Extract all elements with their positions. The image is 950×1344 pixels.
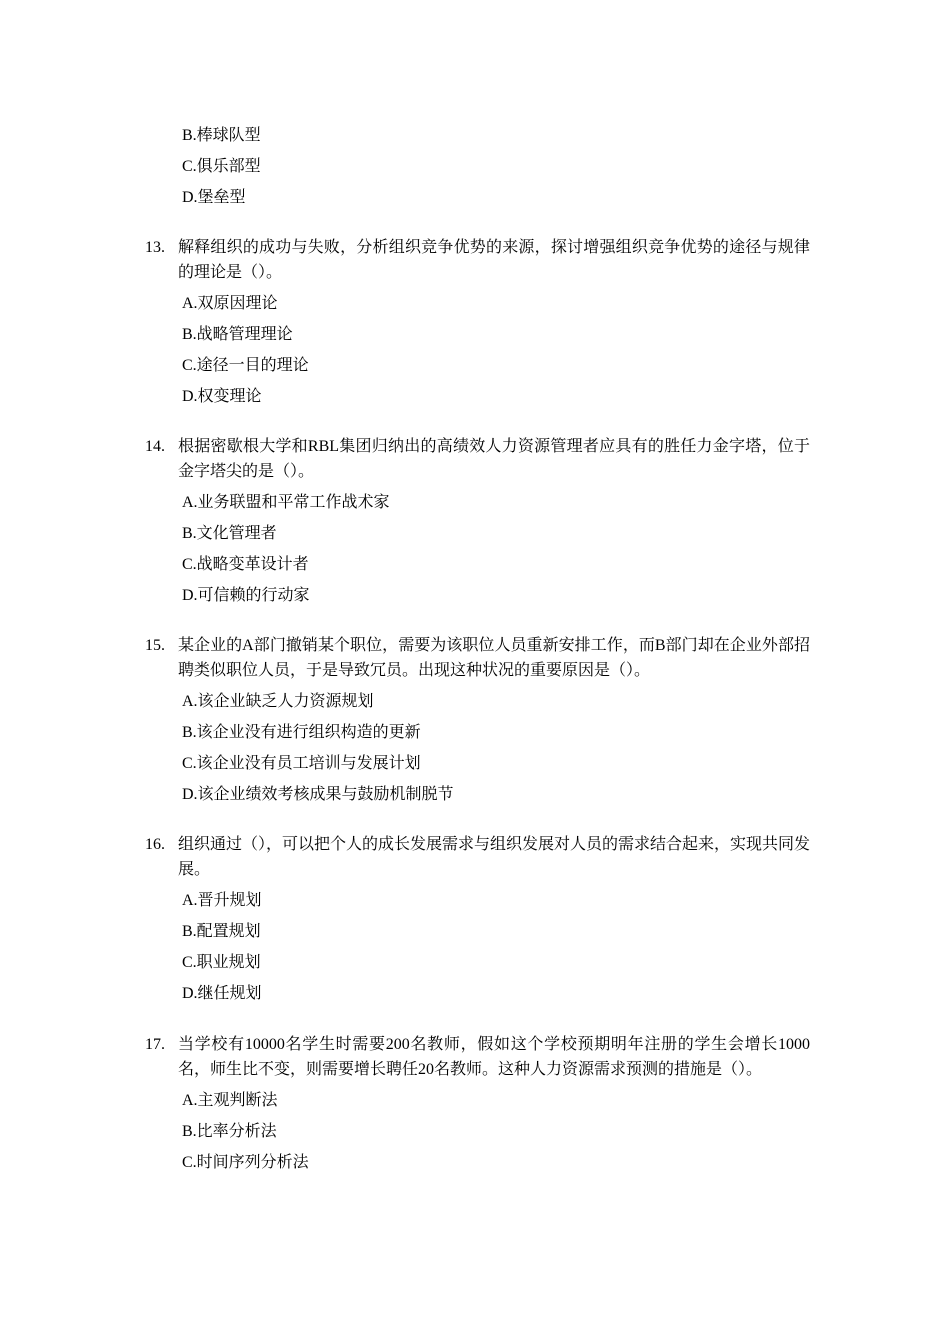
question-number: 17. [145,1036,165,1053]
question-number: 15. [145,637,165,654]
option-d: D.可信赖的行动家 [182,587,310,604]
question-text: 当学校有10000名学生时需要200名教师，假如这个学校预期明年注册的学生会增长1000名，师生比不变，则需要增长聘任20名教师。这种人力资源需求预测的措施是（）。 [178,1036,810,1078]
option-b: B.比率分析法 [182,1123,277,1140]
question-text: 某企业的A部门撤销某个职位，需要为该职位人员重新安排工作，而B部门却在企业外部招聘类似职位人员，于是导致冗员。出现这种状况的重要原因是（）。 [178,637,810,679]
question-16 [145,832,810,1013]
option-b: B.棒球队型 [182,127,261,144]
question-17 [145,1032,810,1182]
question-number: 14. [145,438,165,455]
option-c: C.职业规划 [182,954,261,971]
option-b: B.配置规划 [182,923,261,940]
option-c: C.途径一目的理论 [182,357,309,374]
option-b: B.战略管理理论 [182,326,293,343]
option-a: A.双原因理论 [182,295,278,312]
option-b: B.文化管理者 [182,525,277,542]
question-text: 组织通过（），可以把个人的成长发展需求与组织发展对人员的需求结合起来，实现共同发展。 [178,836,811,878]
option-d: D.堡垒型 [182,189,246,206]
question-text: 解释组织的成功与失败，分析组织竞争优势的来源，探讨增强组织竞争优势的途径与规律的理论是（）。 [178,239,810,281]
question-13 [145,235,810,416]
option-d: D.继任规划 [182,985,262,1002]
option-d: D.该企业绩效考核成果与鼓励机制脱节 [182,786,454,803]
option-a: A.业务联盟和平常工作战术家 [182,494,390,511]
question-14 [145,434,810,615]
continued-options [182,124,261,217]
question-number: 16. [145,836,165,853]
option-c: C.俱乐部型 [182,158,261,175]
question-number: 13. [145,239,165,256]
question-text: 根据密歇根大学和RBL集团归纳出的高绩效人力资源管理者应具有的胜任力金字塔，位于金字塔尖的是（）。 [178,438,810,480]
question-15 [145,633,810,814]
option-a: A.主观判断法 [182,1092,278,1109]
option-b: B.该企业没有进行组织构造的更新 [182,724,421,741]
option-d: D.权变理论 [182,388,262,405]
option-a: A.该企业缺乏人力资源规划 [182,693,374,710]
option-c: C.时间序列分析法 [182,1154,309,1171]
option-a: A.晋升规划 [182,892,262,909]
option-c: C.该企业没有员工培训与发展计划 [182,755,421,772]
option-c: C.战略变革设计者 [182,556,309,573]
